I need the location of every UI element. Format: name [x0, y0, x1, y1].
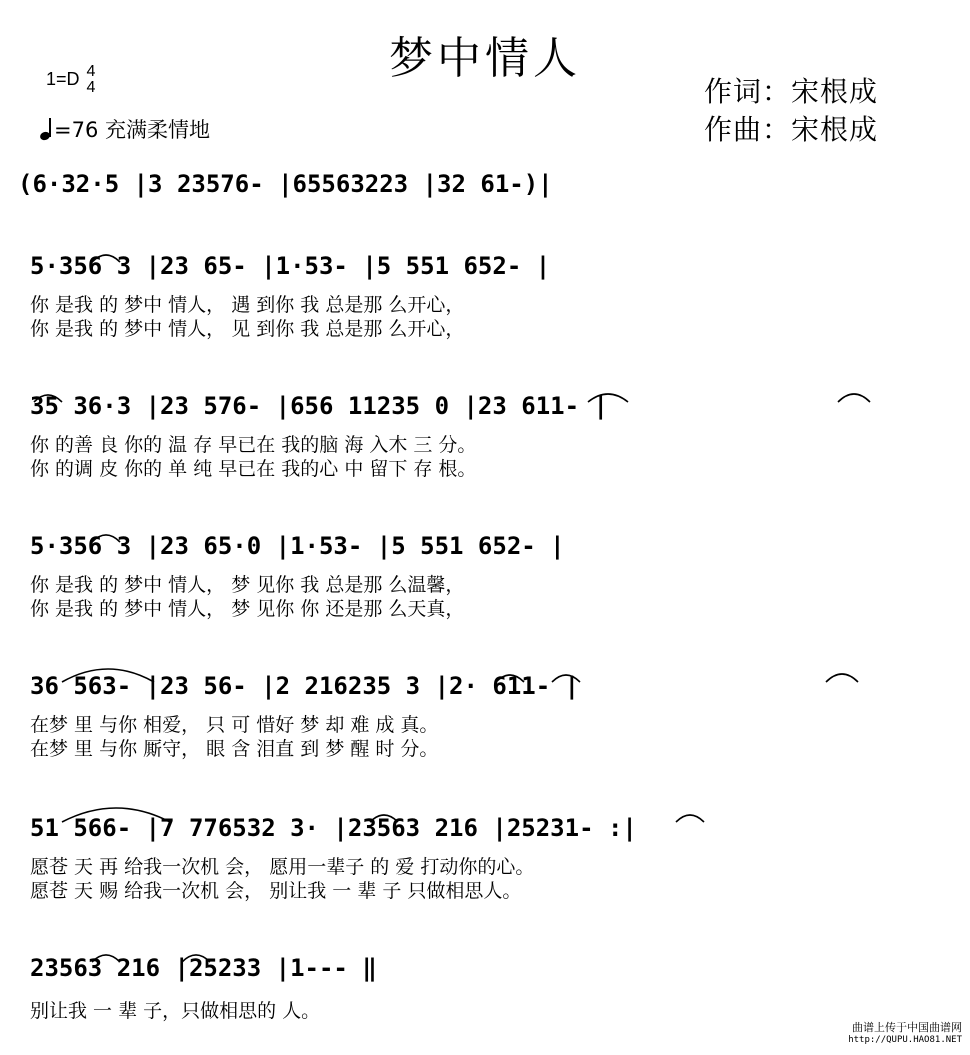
time-signature: [87, 64, 96, 96]
lyric-verse-2: 在梦 里 与你 厮守， 眼 含 泪直 到 梦 醒 时 分。: [30, 738, 439, 760]
score-line-1: [0, 238, 970, 348]
song-title: 梦中情人: [389, 33, 581, 84]
score-line-6: [0, 940, 970, 1030]
score-line-3: [0, 518, 970, 628]
notation-row: (6·32·5 |3 23576- |65563223 |32 61-)|: [18, 170, 553, 198]
notation-row: 51 566- |7 776532 3· |23563 216 |25231- :|: [30, 814, 637, 842]
lyric-verse-1: 愿苍 天 再 给我一次机 会， 愿用一辈子 的 爱 打动你的心。: [30, 856, 535, 878]
footer-watermark: [848, 1021, 962, 1047]
score-line-5: [0, 800, 970, 910]
key-signature: [46, 64, 95, 96]
notation-row: 23563 216 |25233 |1--- ‖: [30, 954, 377, 982]
time-sig-bottom: 4: [86, 79, 96, 96]
tempo-marking: [40, 114, 210, 144]
lyric-verse-2: 你 是我 的 梦中 情人， 梦 见你 你 还是那 么天真，: [30, 598, 465, 620]
lyric-verse-2: 你 是我 的 梦中 情人， 见 到你 我 总是那 么开心，: [30, 318, 465, 340]
lyric-verse-1: 别让我 一 辈 子，只做相思的 人。: [30, 1000, 321, 1022]
lyric-verse-1: 你 是我 的 梦中 情人， 梦 见你 我 总是那 么温馨，: [30, 574, 465, 596]
lyric-verse-1: 你 是我 的 梦中 情人， 遇 到你 我 总是那 么开心，: [30, 294, 465, 316]
score-line-intro: [0, 160, 970, 220]
quarter-note-icon: [40, 118, 54, 140]
notation-row: 35 36·3 |23 576- |656 11235 0 |23 611- |: [30, 392, 608, 420]
tempo-text: =76 充满柔情地: [54, 118, 210, 142]
lyric-verse-2: 愿苍 天 赐 给我一次机 会， 别让我 一 辈 子 只做相思人。: [30, 880, 522, 902]
lyric-verse-2: 你 的调 皮 你的 单 纯 早已在 我的心 中 留下 存 根。: [30, 458, 477, 480]
footer-site: 曲谱上传于中国曲谱网: [852, 1021, 962, 1034]
notation-row: 5·356 3 |23 65·0 |1·53- |5 551 652- |: [30, 532, 565, 560]
lyric-verse-1: 在梦 里 与你 相爱， 只 可 惜好 梦 却 难 成 真。: [30, 714, 439, 736]
notation-row: 5·356 3 |23 65- |1·53- |5 551 652- |: [30, 252, 551, 280]
score-line-4: [0, 658, 970, 768]
lyric-verse-1: 你 的善 良 你的 温 存 早已在 我的脑 海 入木 三 分。: [30, 434, 477, 456]
score-line-2: [0, 378, 970, 488]
key-label: 1=D: [46, 68, 80, 89]
time-sig-top: 4: [86, 63, 96, 80]
notation-row: 36 563- |23 56- |2 216235 3 |2· 611- |: [30, 672, 580, 700]
footer-url: http://QUPU.HAO81.NET: [848, 1035, 962, 1045]
composer-credit: 作曲：宋根成: [704, 113, 879, 146]
lyricist-credit: 作词：宋根成: [704, 75, 879, 108]
